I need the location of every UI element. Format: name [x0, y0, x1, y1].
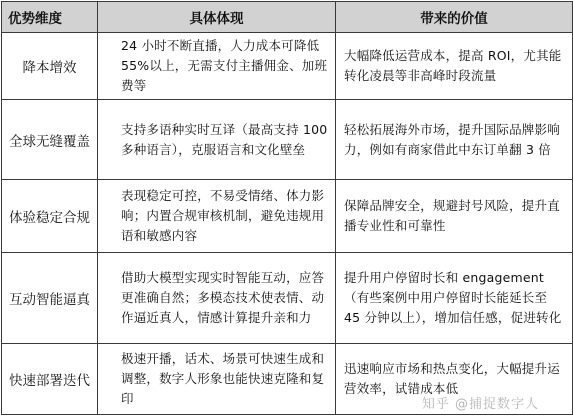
- row-details: 极速开播，话术、场景可快速生成和调整，数字人形象也能快速克隆和复印: [98, 344, 336, 415]
- row-dimension: 快速部署迭代: [2, 344, 98, 415]
- row-details: 支持多语种实时互译（最高支持 100 多种语言），克服语言和文化壁垒: [98, 100, 336, 180]
- row-value: 大幅降低运营成本，提高 ROI，尤其能转化凌晨等非高峰时段流量: [336, 33, 573, 100]
- header-details: 具体体现: [98, 2, 336, 33]
- row-value: 轻松拓展海外市场，提升国际品牌影响力，例如有商家借此中东订单翻 3 倍: [336, 100, 573, 180]
- advantages-table: [1, 1, 573, 415]
- row-value: 迅速响应市场和热点变化，大幅提升运营效率，试错成本低: [336, 344, 573, 415]
- row-dimension: 体验稳定合规: [2, 180, 98, 253]
- table-row: [2, 100, 573, 180]
- row-value: 保障品牌安全，规避封号风险，提升直播专业性和可靠性: [336, 180, 573, 253]
- table-header-row: [2, 2, 573, 33]
- table-row: [2, 253, 573, 344]
- row-dimension: 互动智能逼真: [2, 253, 98, 344]
- header-dimension: 优势维度: [2, 2, 98, 33]
- row-details: 表现稳定可控，不易受情绪、体力影响；内置合规审核机制，避免违规用语和敏感内容: [98, 180, 336, 253]
- table-row: [2, 180, 573, 253]
- table-row: [2, 33, 573, 100]
- header-value: 带来的价值: [336, 2, 573, 33]
- row-details: 借助大模型实现实时智能互动，应答更准确自然；多模态技术使表情、动作逼近真人，情感计算提升亲和力: [98, 253, 336, 344]
- row-value: 提升用户停留时长和 engagement（有些案例中用户停留时长能延长至 45 分钟以上），增加信任感，促进转化: [336, 253, 573, 344]
- watermark: 知乎 @捕捉数字人: [421, 397, 539, 412]
- row-dimension: 降本增效: [2, 33, 98, 100]
- row-details: 24 小时不断直播，人力成本可降低 55%以上，无需支付主播佣金、加班费等: [98, 33, 336, 100]
- row-dimension: 全球无缝覆盖: [2, 100, 98, 180]
